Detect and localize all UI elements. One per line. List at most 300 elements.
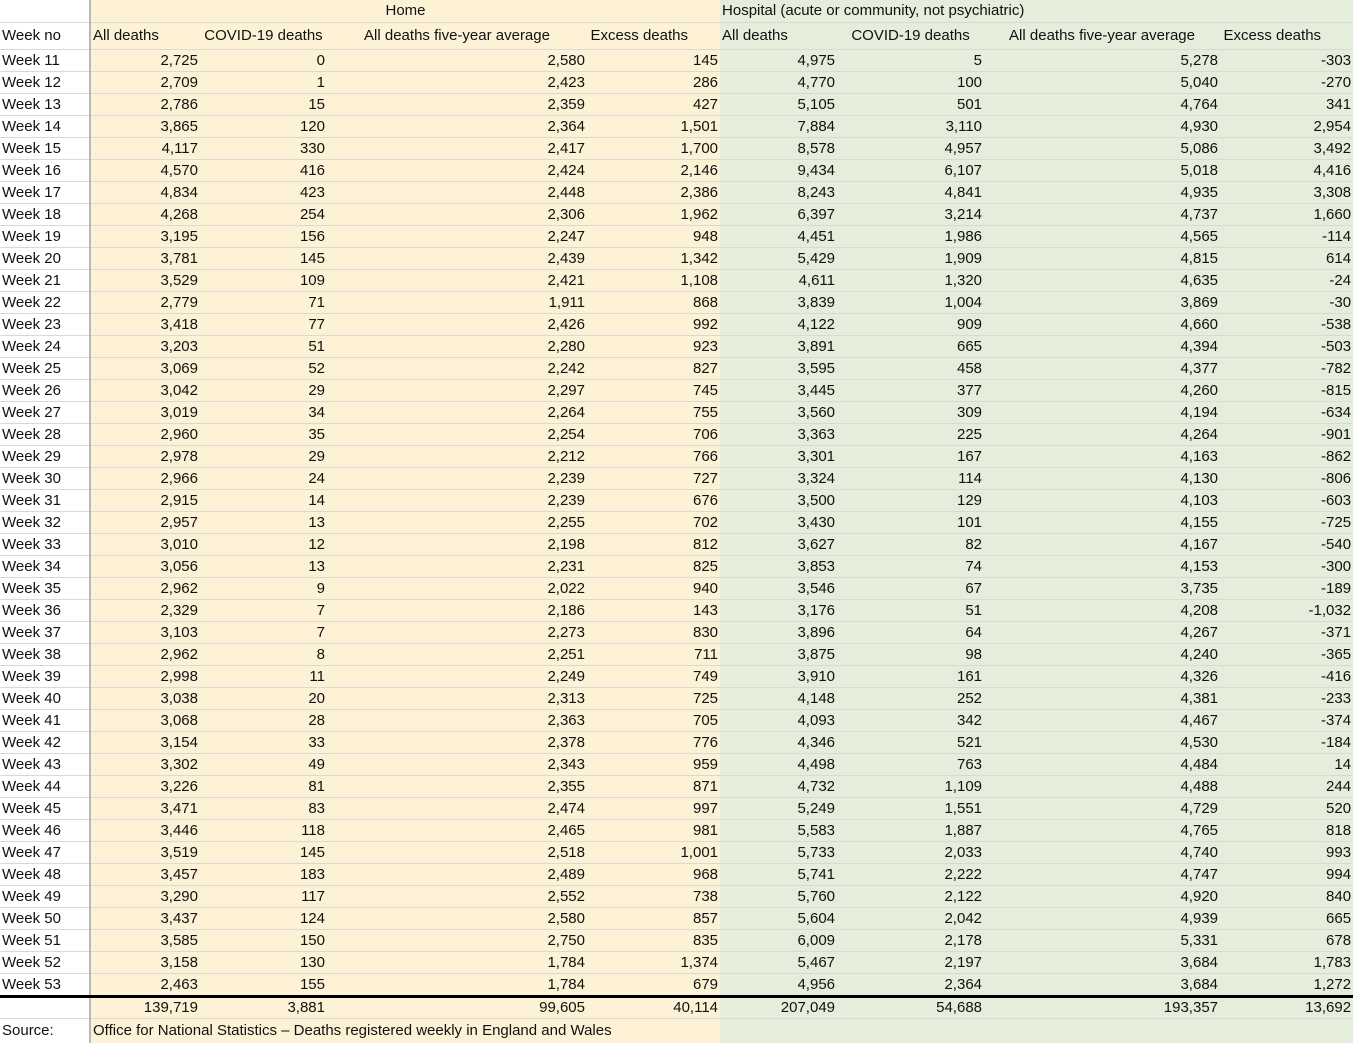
table-row — [0, 94, 1353, 116]
home-excess-cell: 981 — [587, 820, 720, 842]
hospital-all-cell: 4,732 — [720, 776, 837, 798]
home-all-cell: 3,203 — [90, 336, 200, 358]
home-covid-cell: 77 — [200, 314, 327, 336]
home-covid-cell: 155 — [200, 974, 327, 997]
hospital-all-cell: 7,884 — [720, 116, 837, 138]
home-covid-cell: 12 — [200, 534, 327, 556]
table-row — [0, 314, 1353, 336]
home-excess-cell: 827 — [587, 358, 720, 380]
home-all-cell: 3,290 — [90, 886, 200, 908]
hospital-excess-cell: 1,272 — [1220, 974, 1353, 997]
group-header-hospital: Hospital (acute or community, not psychiatric) — [720, 0, 1353, 23]
home-average-cell: 2,580 — [327, 908, 587, 930]
hospital-excess-cell: -114 — [1220, 226, 1353, 248]
hospital-all-cell: 3,430 — [720, 512, 837, 534]
week-label-cell: Week 26 — [0, 380, 90, 402]
hospital-average-cell: 4,130 — [984, 468, 1220, 490]
home-excess-cell: 1,374 — [587, 952, 720, 974]
home-average-cell: 2,297 — [327, 380, 587, 402]
hospital-excess-cell: -303 — [1220, 50, 1353, 72]
home-all-cell: 2,960 — [90, 424, 200, 446]
total-hospital-excess: 13,692 — [1220, 997, 1353, 1019]
home-covid-cell: 7 — [200, 622, 327, 644]
home-excess-cell: 427 — [587, 94, 720, 116]
hospital-excess-cell: -416 — [1220, 666, 1353, 688]
table-row — [0, 446, 1353, 468]
hospital-average-cell: 4,240 — [984, 644, 1220, 666]
hospital-excess-cell: -365 — [1220, 644, 1353, 666]
week-label-cell: Week 37 — [0, 622, 90, 644]
table-row — [0, 380, 1353, 402]
hospital-covid-cell: 74 — [837, 556, 984, 578]
week-label-cell: Week 46 — [0, 820, 90, 842]
hospital-covid-cell: 3,110 — [837, 116, 984, 138]
table-row — [0, 512, 1353, 534]
hospital-covid-cell: 4,841 — [837, 182, 984, 204]
home-average-cell: 2,426 — [327, 314, 587, 336]
week-label-cell: Week 14 — [0, 116, 90, 138]
hospital-covid-cell: 4,957 — [837, 138, 984, 160]
home-covid-cell: 423 — [200, 182, 327, 204]
home-covid-cell: 81 — [200, 776, 327, 798]
home-covid-cell: 330 — [200, 138, 327, 160]
hospital-average-cell: 4,264 — [984, 424, 1220, 446]
home-average-cell: 2,343 — [327, 754, 587, 776]
hospital-covid-cell: 2,033 — [837, 842, 984, 864]
column-header-hospital-excess: Excess deaths — [1220, 23, 1353, 50]
table-row — [0, 688, 1353, 710]
hospital-excess-cell: 1,783 — [1220, 952, 1353, 974]
table-row — [0, 402, 1353, 424]
home-excess-cell: 997 — [587, 798, 720, 820]
total-home-average: 99,605 — [327, 997, 587, 1019]
hospital-all-cell: 4,346 — [720, 732, 837, 754]
week-label-cell: Week 16 — [0, 160, 90, 182]
home-average-cell: 2,247 — [327, 226, 587, 248]
home-average-cell: 2,255 — [327, 512, 587, 534]
home-excess-cell: 1,342 — [587, 248, 720, 270]
home-covid-cell: 20 — [200, 688, 327, 710]
home-all-cell: 2,463 — [90, 974, 200, 997]
total-home-covid: 3,881 — [200, 997, 327, 1019]
table-row — [0, 666, 1353, 688]
hospital-all-cell: 3,627 — [720, 534, 837, 556]
home-covid-cell: 24 — [200, 468, 327, 490]
home-excess-cell: 676 — [587, 490, 720, 512]
hospital-covid-cell: 2,197 — [837, 952, 984, 974]
hospital-covid-cell: 521 — [837, 732, 984, 754]
week-label-cell: Week 11 — [0, 50, 90, 72]
home-excess-cell: 1,108 — [587, 270, 720, 292]
week-label-cell: Week 28 — [0, 424, 90, 446]
table-row — [0, 160, 1353, 182]
hospital-excess-cell: -634 — [1220, 402, 1353, 424]
home-average-cell: 1,784 — [327, 952, 587, 974]
hospital-average-cell: 3,684 — [984, 952, 1220, 974]
table-row — [0, 490, 1353, 512]
home-average-cell: 2,273 — [327, 622, 587, 644]
hospital-average-cell: 4,163 — [984, 446, 1220, 468]
home-excess-cell: 706 — [587, 424, 720, 446]
hospital-covid-cell: 167 — [837, 446, 984, 468]
table-row — [0, 930, 1353, 952]
hospital-covid-cell: 98 — [837, 644, 984, 666]
table-row — [0, 72, 1353, 94]
hospital-excess-cell: -189 — [1220, 578, 1353, 600]
home-all-cell: 2,779 — [90, 292, 200, 314]
hospital-average-cell: 4,103 — [984, 490, 1220, 512]
hospital-covid-cell: 2,122 — [837, 886, 984, 908]
hospital-average-cell: 4,484 — [984, 754, 1220, 776]
total-hospital-all: 207,049 — [720, 997, 837, 1019]
home-covid-cell: 15 — [200, 94, 327, 116]
home-covid-cell: 13 — [200, 556, 327, 578]
total-home-excess: 40,114 — [587, 997, 720, 1019]
home-excess-cell: 2,146 — [587, 160, 720, 182]
hospital-covid-cell: 1,887 — [837, 820, 984, 842]
hospital-average-cell: 4,394 — [984, 336, 1220, 358]
week-label-cell: Week 32 — [0, 512, 90, 534]
table-row — [0, 424, 1353, 446]
hospital-average-cell: 4,153 — [984, 556, 1220, 578]
hospital-covid-cell: 161 — [837, 666, 984, 688]
week-label-cell: Week 48 — [0, 864, 90, 886]
table-row — [0, 886, 1353, 908]
table-row — [0, 864, 1353, 886]
table-row — [0, 556, 1353, 578]
hospital-covid-cell: 101 — [837, 512, 984, 534]
column-header-home-covid: COVID-19 deaths — [200, 23, 327, 50]
week-label-cell: Week 18 — [0, 204, 90, 226]
week-label-cell: Week 47 — [0, 842, 90, 864]
home-average-cell: 2,251 — [327, 644, 587, 666]
week-label-cell: Week 21 — [0, 270, 90, 292]
hospital-covid-cell: 2,222 — [837, 864, 984, 886]
corner-cell — [0, 0, 90, 23]
home-all-cell: 3,519 — [90, 842, 200, 864]
home-excess-cell: 755 — [587, 402, 720, 424]
home-covid-cell: 29 — [200, 446, 327, 468]
total-hospital-covid: 54,688 — [837, 997, 984, 1019]
home-average-cell: 2,378 — [327, 732, 587, 754]
column-header-week: Week no — [0, 23, 90, 50]
home-all-cell: 3,042 — [90, 380, 200, 402]
week-label-cell: Week 43 — [0, 754, 90, 776]
home-excess-cell: 766 — [587, 446, 720, 468]
week-label-cell: Week 41 — [0, 710, 90, 732]
hospital-all-cell: 3,301 — [720, 446, 837, 468]
table-row — [0, 468, 1353, 490]
hospital-average-cell: 4,764 — [984, 94, 1220, 116]
hospital-average-cell: 4,194 — [984, 402, 1220, 424]
hospital-all-cell: 4,093 — [720, 710, 837, 732]
home-average-cell: 2,439 — [327, 248, 587, 270]
home-covid-cell: 156 — [200, 226, 327, 248]
hospital-covid-cell: 100 — [837, 72, 984, 94]
table-row — [0, 292, 1353, 314]
hospital-all-cell: 5,249 — [720, 798, 837, 820]
hospital-average-cell: 5,331 — [984, 930, 1220, 952]
home-covid-cell: 117 — [200, 886, 327, 908]
home-average-cell: 2,231 — [327, 556, 587, 578]
hospital-excess-cell: -538 — [1220, 314, 1353, 336]
home-all-cell: 3,158 — [90, 952, 200, 974]
hospital-all-cell: 3,445 — [720, 380, 837, 402]
hospital-excess-cell: -782 — [1220, 358, 1353, 380]
week-label-cell: Week 33 — [0, 534, 90, 556]
source-row — [0, 1019, 1353, 1044]
hospital-average-cell: 4,635 — [984, 270, 1220, 292]
hospital-all-cell: 3,560 — [720, 402, 837, 424]
home-all-cell: 3,457 — [90, 864, 200, 886]
hospital-excess-cell: -725 — [1220, 512, 1353, 534]
home-excess-cell: 959 — [587, 754, 720, 776]
hospital-covid-cell: 1,004 — [837, 292, 984, 314]
hospital-excess-cell: -300 — [1220, 556, 1353, 578]
table-row — [0, 754, 1353, 776]
hospital-average-cell: 4,530 — [984, 732, 1220, 754]
hospital-excess-cell: -371 — [1220, 622, 1353, 644]
hospital-covid-cell: 1,551 — [837, 798, 984, 820]
home-all-cell: 2,786 — [90, 94, 200, 116]
home-covid-cell: 416 — [200, 160, 327, 182]
home-covid-cell: 7 — [200, 600, 327, 622]
hospital-average-cell: 4,815 — [984, 248, 1220, 270]
home-all-cell: 2,962 — [90, 578, 200, 600]
home-excess-cell: 776 — [587, 732, 720, 754]
hospital-all-cell: 3,875 — [720, 644, 837, 666]
home-covid-cell: 35 — [200, 424, 327, 446]
home-covid-cell: 124 — [200, 908, 327, 930]
hospital-covid-cell: 2,178 — [837, 930, 984, 952]
hospital-excess-cell: -233 — [1220, 688, 1353, 710]
table-row — [0, 600, 1353, 622]
week-label-cell: Week 31 — [0, 490, 90, 512]
hospital-covid-cell: 6,107 — [837, 160, 984, 182]
hospital-excess-cell: -184 — [1220, 732, 1353, 754]
week-label-cell: Week 22 — [0, 292, 90, 314]
home-average-cell: 2,363 — [327, 710, 587, 732]
hospital-all-cell: 4,770 — [720, 72, 837, 94]
totals-row — [0, 997, 1353, 1019]
hospital-all-cell: 3,910 — [720, 666, 837, 688]
home-excess-cell: 812 — [587, 534, 720, 556]
home-all-cell: 3,069 — [90, 358, 200, 380]
home-average-cell: 2,359 — [327, 94, 587, 116]
hospital-average-cell: 5,086 — [984, 138, 1220, 160]
home-excess-cell: 948 — [587, 226, 720, 248]
table-row — [0, 116, 1353, 138]
hospital-excess-cell: -862 — [1220, 446, 1353, 468]
home-excess-cell: 749 — [587, 666, 720, 688]
hospital-excess-cell: 818 — [1220, 820, 1353, 842]
hospital-average-cell: 4,155 — [984, 512, 1220, 534]
hospital-covid-cell: 909 — [837, 314, 984, 336]
home-average-cell: 2,364 — [327, 116, 587, 138]
hospital-covid-cell: 342 — [837, 710, 984, 732]
hospital-all-cell: 4,975 — [720, 50, 837, 72]
home-average-cell: 2,242 — [327, 358, 587, 380]
home-excess-cell: 702 — [587, 512, 720, 534]
week-label-cell: Week 17 — [0, 182, 90, 204]
hospital-average-cell: 4,939 — [984, 908, 1220, 930]
home-covid-cell: 8 — [200, 644, 327, 666]
home-all-cell: 3,010 — [90, 534, 200, 556]
home-all-cell: 3,056 — [90, 556, 200, 578]
home-excess-cell: 705 — [587, 710, 720, 732]
group-header-row — [0, 0, 1353, 23]
table-row — [0, 820, 1353, 842]
home-covid-cell: 254 — [200, 204, 327, 226]
hospital-average-cell: 3,735 — [984, 578, 1220, 600]
home-average-cell: 2,254 — [327, 424, 587, 446]
home-average-cell: 2,465 — [327, 820, 587, 842]
home-all-cell: 2,709 — [90, 72, 200, 94]
week-label-cell: Week 13 — [0, 94, 90, 116]
week-label-cell: Week 42 — [0, 732, 90, 754]
home-covid-cell: 183 — [200, 864, 327, 886]
hospital-average-cell: 4,488 — [984, 776, 1220, 798]
hospital-excess-cell: -901 — [1220, 424, 1353, 446]
table-row — [0, 578, 1353, 600]
hospital-excess-cell: -374 — [1220, 710, 1353, 732]
home-all-cell: 3,446 — [90, 820, 200, 842]
hospital-excess-cell: -1,032 — [1220, 600, 1353, 622]
hospital-average-cell: 5,278 — [984, 50, 1220, 72]
hospital-excess-cell: 2,954 — [1220, 116, 1353, 138]
hospital-average-cell: 5,018 — [984, 160, 1220, 182]
home-average-cell: 2,518 — [327, 842, 587, 864]
home-excess-cell: 738 — [587, 886, 720, 908]
home-all-cell: 3,302 — [90, 754, 200, 776]
week-label-cell: Week 51 — [0, 930, 90, 952]
table-row — [0, 138, 1353, 160]
hospital-average-cell: 4,326 — [984, 666, 1220, 688]
home-all-cell: 3,781 — [90, 248, 200, 270]
home-all-cell: 3,865 — [90, 116, 200, 138]
home-average-cell: 2,249 — [327, 666, 587, 688]
hospital-all-cell: 3,853 — [720, 556, 837, 578]
home-all-cell: 3,103 — [90, 622, 200, 644]
hospital-all-cell: 5,429 — [720, 248, 837, 270]
table-row — [0, 270, 1353, 292]
totals-label-cell — [0, 997, 90, 1019]
hospital-all-cell: 3,500 — [720, 490, 837, 512]
hospital-excess-cell: -24 — [1220, 270, 1353, 292]
home-covid-cell: 52 — [200, 358, 327, 380]
week-label-cell: Week 12 — [0, 72, 90, 94]
hospital-covid-cell: 3,214 — [837, 204, 984, 226]
home-all-cell: 2,998 — [90, 666, 200, 688]
home-all-cell: 3,418 — [90, 314, 200, 336]
table-body — [0, 50, 1353, 997]
home-excess-cell: 940 — [587, 578, 720, 600]
week-label-cell: Week 29 — [0, 446, 90, 468]
home-all-cell: 2,915 — [90, 490, 200, 512]
home-covid-cell: 14 — [200, 490, 327, 512]
home-excess-cell: 286 — [587, 72, 720, 94]
home-average-cell: 2,306 — [327, 204, 587, 226]
table-row — [0, 842, 1353, 864]
home-excess-cell: 1,962 — [587, 204, 720, 226]
hospital-covid-cell: 64 — [837, 622, 984, 644]
hospital-covid-cell: 252 — [837, 688, 984, 710]
home-average-cell: 2,417 — [327, 138, 587, 160]
hospital-covid-cell: 501 — [837, 94, 984, 116]
hospital-all-cell: 3,363 — [720, 424, 837, 446]
home-excess-cell: 923 — [587, 336, 720, 358]
week-label-cell: Week 27 — [0, 402, 90, 424]
column-header-hospital-covid: COVID-19 deaths — [837, 23, 984, 50]
hospital-average-cell: 4,167 — [984, 534, 1220, 556]
hospital-excess-cell: 993 — [1220, 842, 1353, 864]
hospital-covid-cell: 1,320 — [837, 270, 984, 292]
week-label-cell: Week 30 — [0, 468, 90, 490]
hospital-all-cell: 5,733 — [720, 842, 837, 864]
hospital-excess-cell: 665 — [1220, 908, 1353, 930]
home-all-cell: 3,471 — [90, 798, 200, 820]
home-average-cell: 2,474 — [327, 798, 587, 820]
hospital-all-cell: 6,009 — [720, 930, 837, 952]
hospital-all-cell: 5,604 — [720, 908, 837, 930]
home-average-cell: 2,424 — [327, 160, 587, 182]
table-row — [0, 358, 1353, 380]
table-row — [0, 226, 1353, 248]
hospital-covid-cell: 1,986 — [837, 226, 984, 248]
hospital-excess-cell: 840 — [1220, 886, 1353, 908]
hospital-excess-cell: -815 — [1220, 380, 1353, 402]
hospital-average-cell: 4,377 — [984, 358, 1220, 380]
table-row — [0, 644, 1353, 666]
hospital-covid-cell: 5 — [837, 50, 984, 72]
home-all-cell: 4,117 — [90, 138, 200, 160]
home-excess-cell: 725 — [587, 688, 720, 710]
week-label-cell: Week 53 — [0, 974, 90, 997]
home-average-cell: 2,212 — [327, 446, 587, 468]
home-average-cell: 2,355 — [327, 776, 587, 798]
hospital-covid-cell: 129 — [837, 490, 984, 512]
table-row — [0, 710, 1353, 732]
hospital-all-cell: 8,243 — [720, 182, 837, 204]
week-label-cell: Week 15 — [0, 138, 90, 160]
home-excess-cell: 145 — [587, 50, 720, 72]
home-excess-cell: 835 — [587, 930, 720, 952]
home-average-cell: 1,784 — [327, 974, 587, 997]
hospital-average-cell: 4,740 — [984, 842, 1220, 864]
hospital-average-cell: 4,729 — [984, 798, 1220, 820]
hospital-average-cell: 4,381 — [984, 688, 1220, 710]
table-row — [0, 50, 1353, 72]
hospital-excess-cell: 14 — [1220, 754, 1353, 776]
hospital-covid-cell: 2,364 — [837, 974, 984, 997]
hospital-average-cell: 5,040 — [984, 72, 1220, 94]
hospital-covid-cell: 51 — [837, 600, 984, 622]
home-covid-cell: 0 — [200, 50, 327, 72]
home-covid-cell: 1 — [200, 72, 327, 94]
table-row — [0, 182, 1353, 204]
hospital-excess-cell: 341 — [1220, 94, 1353, 116]
home-covid-cell: 33 — [200, 732, 327, 754]
hospital-average-cell: 4,737 — [984, 204, 1220, 226]
home-all-cell: 3,226 — [90, 776, 200, 798]
home-excess-cell: 992 — [587, 314, 720, 336]
hospital-excess-cell: 678 — [1220, 930, 1353, 952]
home-all-cell: 3,529 — [90, 270, 200, 292]
home-covid-cell: 71 — [200, 292, 327, 314]
home-average-cell: 2,423 — [327, 72, 587, 94]
hospital-all-cell: 4,148 — [720, 688, 837, 710]
hospital-covid-cell: 665 — [837, 336, 984, 358]
